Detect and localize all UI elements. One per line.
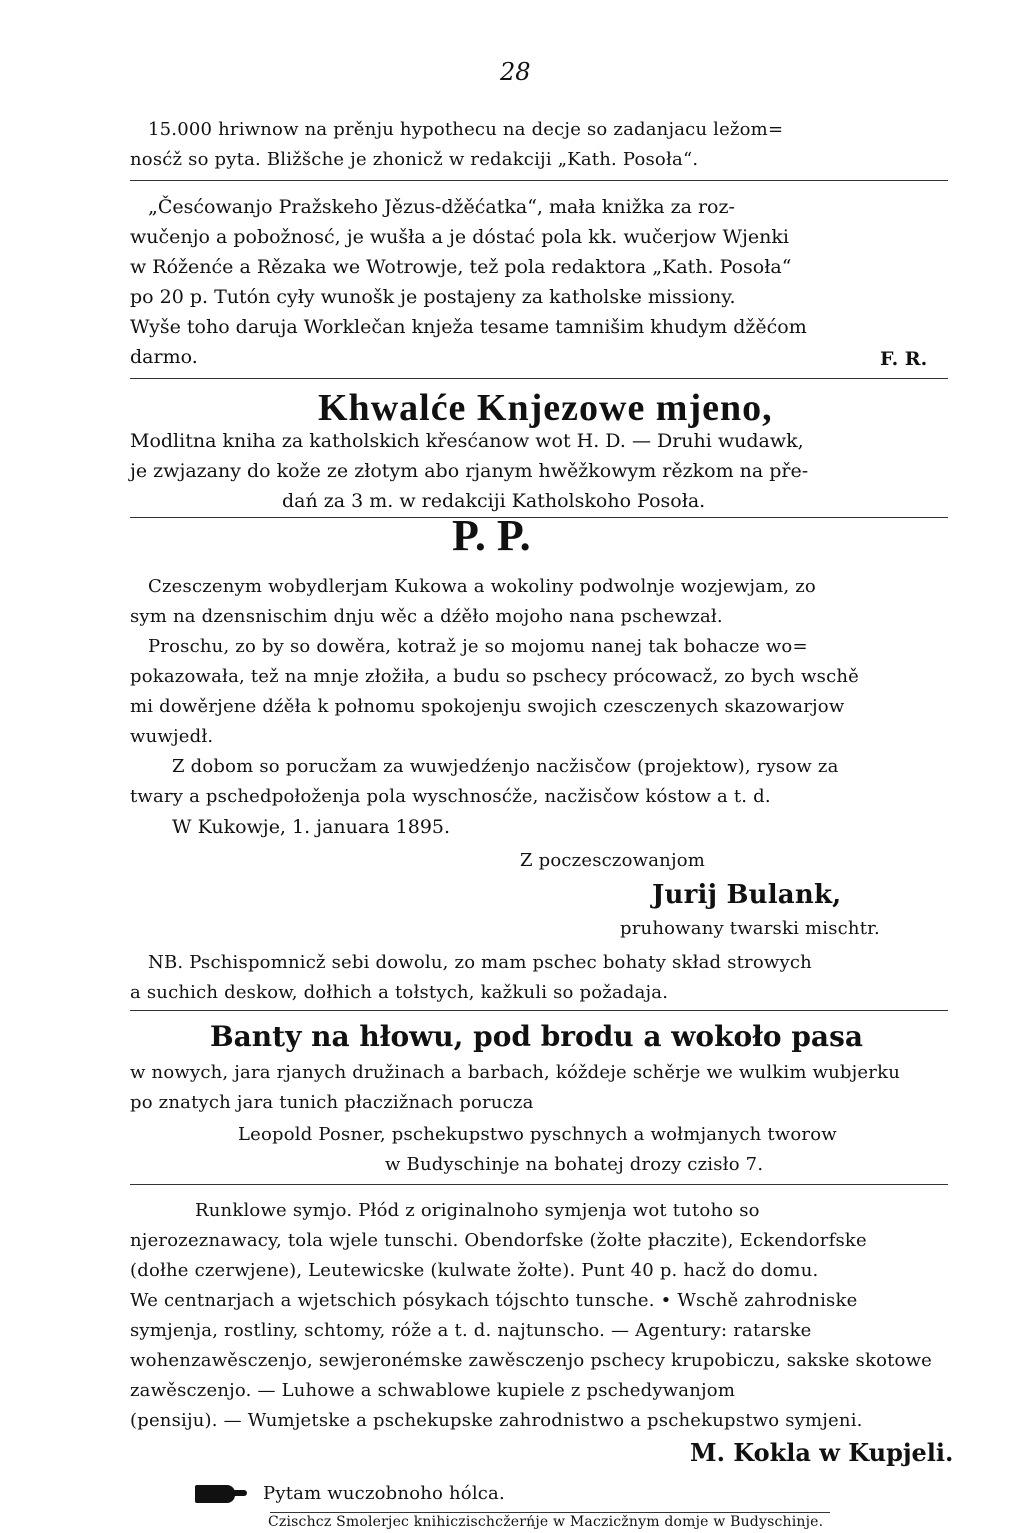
pp-signature-role: pruhowany twarski mischtr. bbox=[620, 918, 880, 939]
cescowanjo-line2: wučenjo a pobožnosć, je wušła a je dóstać pola kk. wučerjow Wjenki bbox=[130, 226, 789, 248]
divider bbox=[270, 1512, 830, 1513]
pytam-notice bbox=[195, 1478, 505, 1509]
pp-line8: twary a pschedpołoženja pola wyschnosćže, nacžisčow kóstow a t. d. bbox=[130, 786, 771, 807]
kokla-line1: Runklowe symjo. Płód z originalnoho symjenja wot tutoho so bbox=[195, 1200, 760, 1221]
pp-greeting: Z poczesczowanjom bbox=[520, 850, 706, 871]
pp-place-date: W Kukowje, 1. januara 1895. bbox=[172, 816, 451, 838]
cescowanjo-line4: po 20 p. Tutón cyły wunošk je postajeny za katholske missiony. bbox=[130, 286, 736, 308]
kokla-line3: (dołhe czerwjene), Leutewicske (kulwate žołte). Punt 40 p. hacž do domu. bbox=[130, 1260, 819, 1281]
pointing-hand-icon bbox=[195, 1485, 235, 1503]
kokla-line7: zawěsczenjo. — Luhowe a schwablowe kupiele z pschedywanjom bbox=[130, 1380, 736, 1401]
kokla-signature: M. Kokla w Kupjeli. bbox=[690, 1438, 954, 1467]
banty-merchant-line: Leopold Posner, pschekupstwo pyschnych a wołmjanych tworow bbox=[238, 1124, 837, 1145]
khwalce-title: Khwalće Knjezowe mjeno, bbox=[318, 387, 773, 429]
banty-line1: w nowych, jara rjanych družinach a barbach, kóždeje schěrje we wulkim wubjerku bbox=[130, 1062, 900, 1083]
divider bbox=[130, 1010, 948, 1011]
cescowanjo-line3: w Róženće a Rězaka we Wotrowje, tež pola redaktora „Kath. Posoła“ bbox=[130, 256, 792, 278]
printer-footer: Czischcz Smolerjec knihiczischcžerńje w Maczicžnym domje w Budyschinje. bbox=[268, 1514, 824, 1530]
kokla-line5: symjenja, rostliny, schtomy, róže a t. d. najtunscho. — Agentury: ratarske bbox=[130, 1320, 812, 1341]
divider bbox=[130, 378, 948, 379]
khwalce-line3: dań za 3 m. w redakciji Katholskoho Posoła. bbox=[282, 490, 706, 512]
pp-line3: Proschu, zo by so dowěra, kotraž je so mojomu nanej tak bohacze wo= bbox=[148, 636, 808, 657]
banty-address: w Budyschinje na bohatej drozy czisło 7. bbox=[385, 1154, 764, 1175]
pp-line1: Czesczenym wobydlerjam Kukowa a wokoliny podwolnje wozjewjam, zo bbox=[148, 576, 816, 597]
pp-line5: mi dowěrjene dźěła k połnomu spokojenju swojich czesczenych skazowarjow bbox=[130, 696, 845, 717]
notice-hriwnow-line2: nosćž so pyta. Bližšche je zhonicž w redakciji „Kath. Posoła“. bbox=[130, 149, 699, 170]
cescowanjo-line1: „Česćowanjo Pražskeho Jězus-džěćatka“, mała knižka za roz- bbox=[148, 196, 735, 218]
banty-title: Banty na hłowu, pod brodu a wokoło pasa bbox=[210, 1020, 863, 1053]
pp-line2: sym na dzensnischim dnju wěc a dźěło mojoho nana pschewzał. bbox=[130, 606, 723, 627]
cescowanjo-signature: F. R. bbox=[880, 348, 928, 370]
pp-signature-name: Jurij Bulank, bbox=[652, 880, 842, 910]
pp-nb-line2: a suchich deskow, dołhich a tołstych, kažkuli so požadaja. bbox=[130, 982, 669, 1003]
pp-line7: Z dobom so porucžam za wuwjedźenjo nacžisčow (projektow), rysow za bbox=[172, 756, 839, 777]
kokla-line2: njerozeznawacy, tola wjele tunschi. Obendorfske (žołte płaczite), Eckendorfske bbox=[130, 1230, 867, 1251]
cescowanjo-line5: Wyše toho daruja Worklečan knježa tesame tamnišim khudym džěćom bbox=[130, 316, 807, 338]
khwalce-line1: Modlitna kniha za katholskich křesćanow wot H. D. — Druhi wudawk, bbox=[130, 430, 804, 452]
kokla-line6: wohenzawěsczenjo, sewjeronémske zawěsczenjo pschecy krupobiczu, sakske skotowe bbox=[130, 1350, 933, 1371]
page-number: 28 bbox=[500, 58, 531, 86]
pp-line4: pokazowała, tež na mnje złožiła, a budu so pschecy prócowacž, zo bych wschě bbox=[130, 666, 860, 687]
pytam-text: Pytam wuczobnoho hólca. bbox=[263, 1483, 505, 1504]
kokla-line4: We centnarjach a wjetschich pósykach tójschto tunsche. • Wschě zahrodniske bbox=[130, 1290, 858, 1311]
pp-nb-line1: NB. Pschispomnicž sebi dowolu, zo mam pschec bohaty skład strowych bbox=[148, 952, 812, 973]
khwalce-line2: je zwjazany do kože ze złotym abo rjanym hwěžkowym rězkom na pře- bbox=[130, 460, 809, 482]
pp-line6: wuwjedł. bbox=[130, 726, 214, 747]
banty-line2: po znatych jara tunich płaczižnach porucza bbox=[130, 1092, 534, 1113]
pp-title: P. P. bbox=[452, 511, 531, 560]
cescowanjo-line6: darmo. bbox=[130, 346, 198, 368]
divider bbox=[130, 517, 948, 518]
divider bbox=[130, 1184, 948, 1185]
divider bbox=[130, 180, 948, 181]
notice-hriwnow-line1: 15.000 hriwnow na prěnju hypothecu na decje so zadanjacu ležom= bbox=[148, 119, 784, 140]
kokla-line8: (pensiju). — Wumjetske a pschekupske zahrodnistwo a pschekupstwo symjeni. bbox=[130, 1410, 863, 1431]
